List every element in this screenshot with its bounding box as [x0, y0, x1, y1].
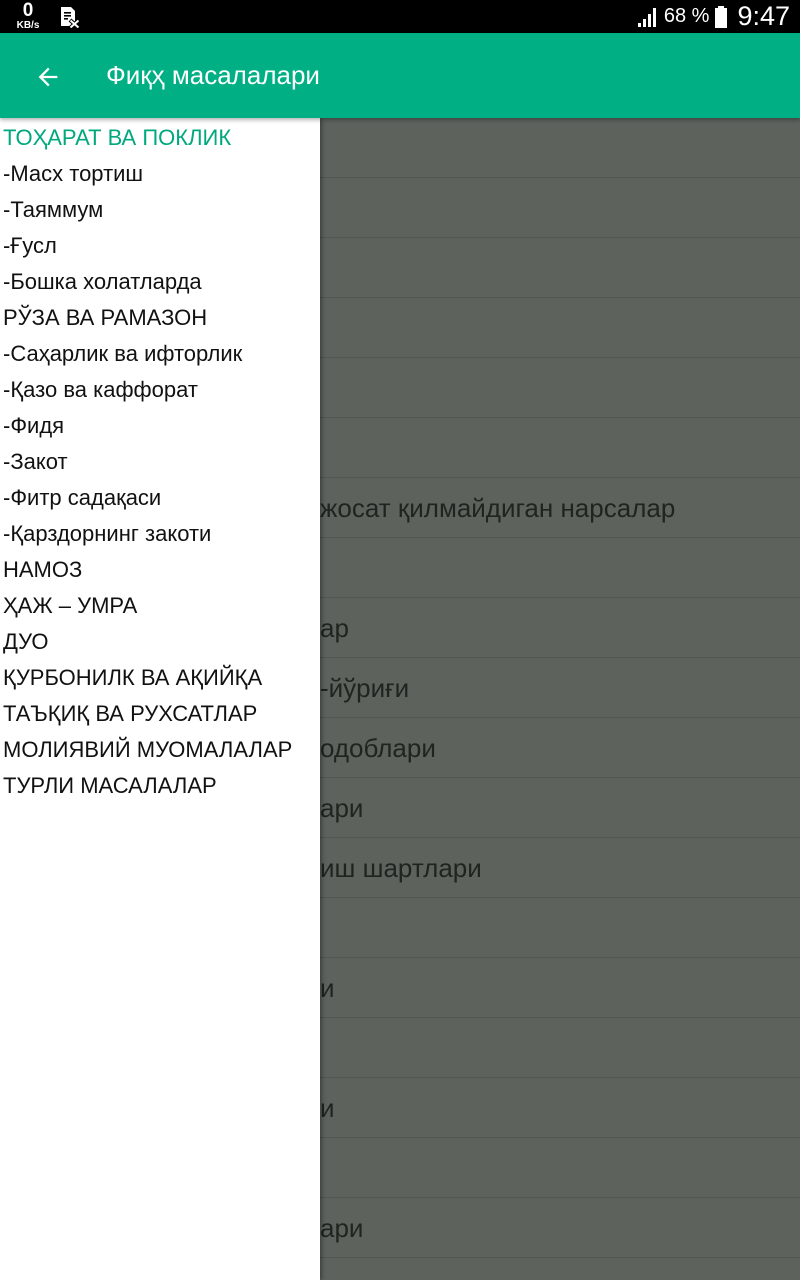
drawer-menu-item[interactable]: ТОҲАРАТ ВА ПОКЛИК	[3, 125, 232, 150]
drawer-menu-item[interactable]: -Фитр садақаси	[3, 485, 162, 510]
drawer-menu-item[interactable]: -Ғусл	[3, 233, 57, 258]
drawer-menu-item[interactable]: -Закот	[3, 449, 68, 474]
drawer-menu-item[interactable]: -Қарздорнинг закоти	[3, 521, 212, 546]
network-speed-unit: KB/s	[16, 20, 40, 31]
arrow-left-icon	[34, 63, 62, 91]
drawer-menu-item[interactable]: ТУРЛИ МАСАЛАЛАР	[3, 773, 217, 798]
network-speed	[10, 1, 46, 31]
no-sim-icon	[58, 6, 80, 28]
drawer-menu-item[interactable]: МОЛИЯВИЙ МУОМАЛАЛАР	[3, 737, 293, 762]
page-title: Фиқҳ масалалари	[106, 60, 320, 90]
clock: 9:47	[737, 1, 790, 31]
battery-percent: 68 %	[663, 5, 710, 27]
drawer-menu-item[interactable]: ҲАЖ – УМРА	[3, 593, 138, 618]
drawer-menu-item[interactable]: -Қазо ва каффорат	[3, 377, 198, 402]
drawer-menu-item[interactable]: -Масх тортиш	[3, 161, 144, 186]
drawer-menu-item[interactable]: -Таяммум	[3, 197, 104, 222]
drawer-menu-item[interactable]: -Саҳарлик ва ифторлик	[3, 341, 243, 366]
drawer-menu-item[interactable]: ДУО	[3, 629, 49, 654]
drawer-menu-item[interactable]: НАМОЗ	[3, 557, 83, 582]
drawer-menu-item[interactable]: -Фидя	[3, 413, 65, 438]
status-right-group	[637, 0, 790, 33]
back-button[interactable]	[22, 51, 74, 103]
battery-icon	[714, 6, 728, 28]
drawer-menu-item[interactable]: -Бошка холатларда	[3, 269, 202, 294]
drawer-menu-item[interactable]: ҚУРБОНИЛК ВА АҚИЙҚА	[3, 665, 263, 690]
app-bar	[0, 33, 800, 118]
drawer-menu-item[interactable]: РЎЗА ВА РАМАЗОН	[3, 305, 208, 330]
network-speed-value: 0	[22, 0, 34, 21]
signal-icon	[637, 6, 659, 28]
status-bar	[0, 0, 800, 33]
navigation-drawer	[0, 118, 320, 1280]
drawer-menu-item[interactable]: ТАЪҚИҚ ВА РУХСАТЛАР	[3, 701, 258, 726]
